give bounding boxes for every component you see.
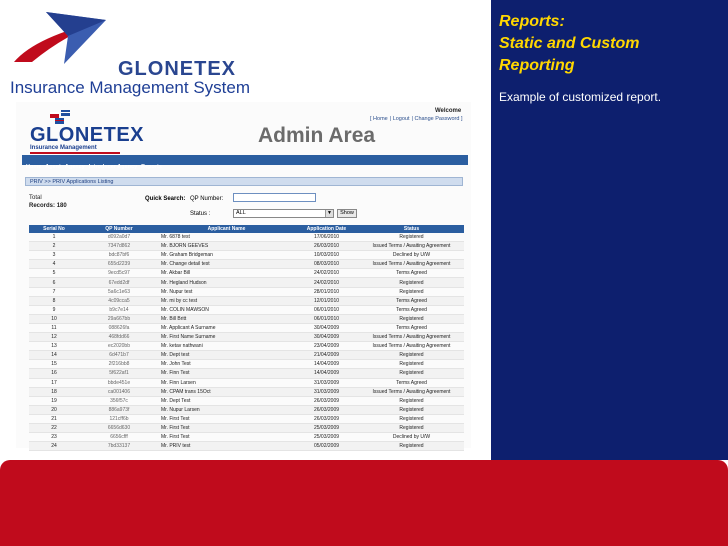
table-row[interactable]: [29, 287, 464, 296]
cell-serial-no: 24: [29, 442, 79, 451]
table-row[interactable]: [29, 251, 464, 260]
cell-serial-no: 11: [29, 323, 79, 332]
total-records: [29, 194, 67, 210]
cell-status: Issued Terms / Awaiting Agreement: [359, 333, 464, 342]
cell-applicant-name: Mr. Nupur test: [159, 287, 294, 296]
cell-serial-no: 15: [29, 360, 79, 369]
cell-serial-no: 8: [29, 296, 79, 305]
table-row[interactable]: [29, 423, 464, 432]
cell-qp-number[interactable]: 6656d630: [79, 423, 159, 432]
cell-qp-number[interactable]: bdc87bf6: [79, 251, 159, 260]
table-row[interactable]: [29, 342, 464, 351]
flags-icon: [50, 110, 80, 124]
cell-status: Terms Agreed: [359, 378, 464, 387]
cell-application-date: 14/04/2009: [294, 360, 359, 369]
cell-status: Issued Terms / Awaiting Agreement: [359, 242, 464, 251]
table-row[interactable]: [29, 305, 464, 314]
cell-applicant-name: Mr. Change detail test: [159, 260, 294, 269]
table-row[interactable]: [29, 323, 464, 332]
cell-qp-number[interactable]: bbde451e: [79, 378, 159, 387]
cell-status: Registered: [359, 278, 464, 287]
cell-serial-no: 2: [29, 242, 79, 251]
table-body: [29, 233, 464, 451]
cell-serial-no: 17: [29, 378, 79, 387]
quick-search-label: Quick Search:: [145, 196, 186, 202]
cell-status: Registered: [359, 423, 464, 432]
cell-applicant-name: Mr. Dept test: [159, 351, 294, 360]
applications-table: [29, 225, 464, 451]
table-header-row: [29, 225, 464, 233]
qp-number-input[interactable]: [233, 193, 316, 202]
cell-applicant-name: Mr. 6878 test: [159, 233, 294, 242]
cell-application-date: 05/02/2009: [294, 442, 359, 451]
cell-status: Registered: [359, 442, 464, 451]
cell-status: Declined by U/W: [359, 251, 464, 260]
cell-qp-number[interactable]: 5f622af1: [79, 369, 159, 378]
cell-application-date: 21/04/2009: [294, 351, 359, 360]
table-row[interactable]: [29, 442, 464, 451]
cell-status: Registered: [359, 233, 464, 242]
cell-status: Registered: [359, 414, 464, 423]
nav-agent[interactable]: Agent: [45, 164, 61, 170]
app-logo: GLONETEX: [30, 124, 145, 146]
header-application-date[interactable]: Application Date: [294, 225, 359, 233]
cell-status: Terms Agreed: [359, 296, 464, 305]
chevron-down-icon[interactable]: ▼: [325, 210, 333, 217]
cell-status: Registered: [359, 405, 464, 414]
cell-status: Registered: [359, 369, 464, 378]
cell-applicant-name: Mr. BJORN GEEVES: [159, 242, 294, 251]
cell-qp-number[interactable]: 29a667bb: [79, 314, 159, 323]
cell-qp-number[interactable]: 2f216bb8: [79, 360, 159, 369]
cell-serial-no: 16: [29, 369, 79, 378]
table-row[interactable]: [29, 369, 464, 378]
cell-serial-no: 23: [29, 433, 79, 442]
cell-application-date: 06/01/2010: [294, 305, 359, 314]
table-row[interactable]: [29, 414, 464, 423]
cell-application-date: 31/03/2009: [294, 378, 359, 387]
cell-qp-number[interactable]: 886a973f: [79, 405, 159, 414]
cell-qp-number[interactable]: 7347d862: [79, 242, 159, 251]
cell-application-date: 26/03/2010: [294, 242, 359, 251]
cell-qp-number[interactable]: 088626fa: [79, 323, 159, 332]
cell-serial-no: 22: [29, 423, 79, 432]
cell-applicant-name: Mr. Bill Britt: [159, 314, 294, 323]
cell-status: Issued Terms / Awaiting Agreement: [359, 342, 464, 351]
table-row[interactable]: [29, 260, 464, 269]
cell-status: Registered: [359, 287, 464, 296]
cell-serial-no: 20: [29, 405, 79, 414]
table-row[interactable]: [29, 242, 464, 251]
cell-application-date: 24/02/2010: [294, 269, 359, 278]
cell-application-date: 28/01/2010: [294, 287, 359, 296]
records-count: 180: [56, 203, 67, 209]
cell-qp-number[interactable]: ca001406: [79, 387, 159, 396]
cell-application-date: 06/01/2010: [294, 314, 359, 323]
cell-qp-number[interactable]: 356f57c: [79, 396, 159, 405]
logo-tagline: Insurance Management System: [10, 78, 251, 97]
cell-applicant-name: Mr. First Test: [159, 414, 294, 423]
cell-serial-no: 1: [29, 233, 79, 242]
header-serial-no[interactable]: Serial No: [29, 225, 79, 233]
table-row[interactable]: [29, 278, 464, 287]
cell-qp-number[interactable]: 655d2239: [79, 260, 159, 269]
cell-serial-no: 7: [29, 287, 79, 296]
cell-applicant-name: Mr. John Test: [159, 360, 294, 369]
cell-applicant-name: Mr. Hegland Hudson: [159, 278, 294, 287]
cell-applicant-name: Mr. First Test: [159, 423, 294, 432]
cell-status: Terms Agreed: [359, 305, 464, 314]
cell-status: Issued Terms / Awaiting Agreement: [359, 260, 464, 269]
records-label: Records:: [29, 203, 56, 209]
breadcrumb: PRIV >> PRIV Applications Listing: [25, 177, 463, 186]
cell-status: Registered: [359, 314, 464, 323]
cell-status: Registered: [359, 396, 464, 405]
cell-serial-no: 13: [29, 342, 79, 351]
welcome-text: Welcome: [435, 108, 462, 114]
table-row[interactable]: [29, 333, 464, 342]
cell-serial-no: 9: [29, 305, 79, 314]
cell-applicant-name: Mr. Akbar Bill: [159, 269, 294, 278]
cell-qp-number[interactable]: 67edd2df: [79, 278, 159, 287]
change-password-link[interactable]: | Change Password ]: [411, 116, 463, 122]
header-qp-number[interactable]: QP Number: [79, 225, 159, 233]
status-select[interactable]: [233, 209, 334, 218]
slide-title-line-1: Reports:: [499, 13, 565, 30]
cell-application-date: 25/03/2009: [294, 423, 359, 432]
cell-serial-no: 19: [29, 396, 79, 405]
cell-serial-no: 12: [29, 333, 79, 342]
table-row[interactable]: [29, 296, 464, 305]
qp-number-label: QP Number:: [190, 196, 224, 202]
table-row[interactable]: [29, 387, 464, 396]
bottom-bar: [0, 460, 728, 546]
cell-applicant-name: Mr. COLIN MAWSON: [159, 305, 294, 314]
cell-qp-number[interactable]: 6656cfff: [79, 433, 159, 442]
cell-status: Registered: [359, 351, 464, 360]
cell-serial-no: 18: [29, 387, 79, 396]
cell-application-date: 24/02/2010: [294, 278, 359, 287]
cell-qp-number[interactable]: 9ecd5c97: [79, 269, 159, 278]
nav-introducer-agency[interactable]: Introducer Agency: [88, 164, 138, 170]
table-row[interactable]: [29, 351, 464, 360]
slide-subtitle: Example of customized report.: [499, 90, 662, 104]
cell-applicant-name: Mr. ketav nathwani: [159, 342, 294, 351]
cell-application-date: 26/03/2009: [294, 405, 359, 414]
cell-serial-no: 4: [29, 260, 79, 269]
cell-status: Terms Agreed: [359, 323, 464, 332]
show-button[interactable]: Show: [337, 209, 357, 218]
cell-application-date: 08/03/2010: [294, 260, 359, 269]
cell-application-date: 30/04/2009: [294, 323, 359, 332]
cell-applicant-name: Mr. CPAM trans 15Oct: [159, 387, 294, 396]
logo-brand: GLONETEX: [118, 58, 237, 80]
cell-status: Terms Agreed: [359, 269, 464, 278]
cell-applicant-name: Mr. PRIV test: [159, 442, 294, 451]
table-row[interactable]: [29, 396, 464, 405]
cell-serial-no: 21: [29, 414, 79, 423]
cell-qp-number[interactable]: ec2020bb: [79, 342, 159, 351]
cell-qp-number[interactable]: b9c7e14: [79, 305, 159, 314]
cell-applicant-name: Mr. Graham Bridgeman: [159, 251, 294, 260]
cell-applicant-name: Mr. Nupur Larsen: [159, 405, 294, 414]
cell-serial-no: 5: [29, 269, 79, 278]
cell-application-date: 23/04/2009: [294, 342, 359, 351]
cell-applicant-name: Mr. Dept Test: [159, 396, 294, 405]
header-applicant-name[interactable]: Applicant Name: [159, 225, 294, 233]
nav-home[interactable]: Home: [26, 164, 42, 170]
cell-status: Issued Terms / Awaiting Agreement: [359, 387, 464, 396]
cell-application-date: 17/06/2010: [294, 233, 359, 242]
cell-application-date: 10/03/2010: [294, 251, 359, 260]
cell-application-date: 12/01/2010: [294, 296, 359, 305]
slide-title-line-3: Reporting: [499, 57, 575, 74]
slide-title: [499, 11, 724, 77]
status-select-value: ALL: [236, 210, 246, 216]
cell-qp-number[interactable]: 121cff6b: [79, 414, 159, 423]
header-status[interactable]: Status: [359, 225, 464, 233]
cell-applicant-name: Mr. Finn Larsen: [159, 378, 294, 387]
nav-reports[interactable]: Reports: [141, 164, 162, 170]
cell-status: Registered: [359, 360, 464, 369]
cell-serial-no: 3: [29, 251, 79, 260]
table-row[interactable]: [29, 433, 464, 442]
cell-applicant-name: Mr. Finn Test: [159, 369, 294, 378]
cell-application-date: 30/04/2009: [294, 333, 359, 342]
table-row[interactable]: [29, 233, 464, 242]
cell-applicant-name: Mr. mi by cc test: [159, 296, 294, 305]
app-logo-sub: Insurance Management: [30, 145, 120, 154]
cell-qp-number[interactable]: 468fdd66: [79, 333, 159, 342]
cell-qp-number[interactable]: 5a6c1e63: [79, 287, 159, 296]
table-row[interactable]: [29, 378, 464, 387]
cell-applicant-name: Mr. First Name Surname: [159, 333, 294, 342]
status-label: Status :: [190, 211, 211, 217]
cell-qp-number[interactable]: 7bd33137: [79, 442, 159, 451]
cell-application-date: 25/03/2009: [294, 433, 359, 442]
top-links: [370, 116, 464, 122]
cell-applicant-name: Mr. First Test: [159, 433, 294, 442]
cell-application-date: 14/04/2009: [294, 369, 359, 378]
cell-qp-number[interactable]: d092a0d7: [79, 233, 159, 242]
table-row[interactable]: [29, 405, 464, 414]
nav-agency[interactable]: Agency: [64, 164, 85, 170]
cell-application-date: 26/03/2009: [294, 396, 359, 405]
cell-applicant-name: Mr. Applicant A Surname: [159, 323, 294, 332]
admin-area-title: Admin Area: [258, 124, 376, 147]
cell-application-date: 26/03/2009: [294, 414, 359, 423]
table-row[interactable]: [29, 360, 464, 369]
cell-qp-number[interactable]: 6d471b7: [79, 351, 159, 360]
table-row[interactable]: [29, 269, 464, 278]
slide-title-line-2: Static and Custom: [499, 35, 640, 52]
nav-bar: [22, 155, 468, 170]
home-link[interactable]: [ Home: [370, 116, 388, 122]
cell-serial-no: 6: [29, 278, 79, 287]
cell-status: Declined by U/W: [359, 433, 464, 442]
cell-serial-no: 10: [29, 314, 79, 323]
table-row[interactable]: [29, 314, 464, 323]
cell-application-date: 31/03/2009: [294, 387, 359, 396]
cell-serial-no: 14: [29, 351, 79, 360]
cell-qp-number[interactable]: 4c09cca5: [79, 296, 159, 305]
total-label: Total: [29, 195, 42, 201]
logout-link[interactable]: | Logout: [389, 116, 410, 122]
